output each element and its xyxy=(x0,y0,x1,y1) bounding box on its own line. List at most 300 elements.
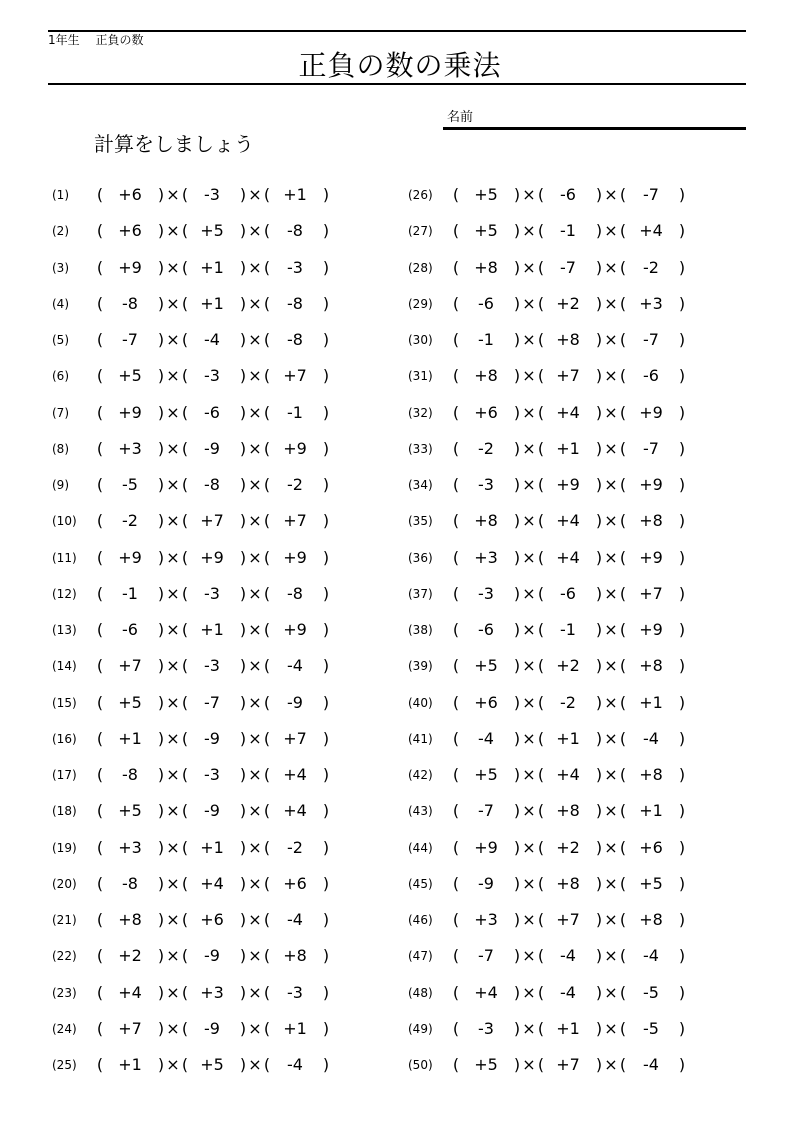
problem-row xyxy=(408,474,698,496)
close-paren: ) xyxy=(678,402,686,422)
open-paren: ( xyxy=(96,801,104,821)
term-1: -7 xyxy=(478,801,494,821)
problem-row xyxy=(52,692,342,714)
problem-number: (11) xyxy=(52,550,77,565)
term-1: -2 xyxy=(478,438,494,458)
open-paren: ( xyxy=(181,910,189,929)
grade-topic-label: 1年生 正負の数 xyxy=(48,33,144,47)
term-1: +8 xyxy=(474,257,498,277)
term-3: -3 xyxy=(287,257,303,277)
close-paren: ) xyxy=(239,873,247,893)
term-1: -7 xyxy=(122,330,138,349)
open-paren: ( xyxy=(537,257,545,277)
term-1: +1 xyxy=(118,1055,142,1074)
problem-row xyxy=(408,945,698,967)
term-1: +5 xyxy=(474,656,498,676)
term-2: -9 xyxy=(204,438,220,458)
close-paren: ) xyxy=(513,692,521,712)
term-1: -9 xyxy=(478,873,494,893)
open-paren: ( xyxy=(263,692,271,712)
close-paren: ) xyxy=(239,185,247,204)
term-2: -1 xyxy=(560,620,576,639)
close-paren: ) xyxy=(513,728,521,748)
times-sign: × xyxy=(166,873,180,893)
term-2: -3 xyxy=(204,656,220,676)
times-sign: × xyxy=(166,438,180,458)
term-2: -3 xyxy=(204,185,220,204)
problem-row xyxy=(52,1054,342,1076)
open-paren: ( xyxy=(537,438,545,458)
close-paren: ) xyxy=(322,511,330,531)
term-3: +4 xyxy=(639,221,663,241)
open-paren: ( xyxy=(96,1018,104,1038)
close-paren: ) xyxy=(322,583,330,603)
close-paren: ) xyxy=(678,910,686,929)
problem-number: (39) xyxy=(408,659,433,674)
close-paren: ) xyxy=(678,583,686,603)
times-sign: × xyxy=(604,547,618,567)
term-2: -7 xyxy=(204,692,220,712)
term-3: -1 xyxy=(287,402,303,422)
times-sign: × xyxy=(248,837,262,857)
name-field-line[interactable] xyxy=(443,127,746,130)
close-paren: ) xyxy=(595,837,603,857)
open-paren: ( xyxy=(619,946,627,966)
open-paren: ( xyxy=(452,801,460,821)
term-1: +5 xyxy=(474,1055,498,1074)
open-paren: ( xyxy=(181,620,189,639)
open-paren: ( xyxy=(96,185,104,204)
term-2: +3 xyxy=(200,982,224,1002)
problem-row xyxy=(408,800,698,822)
times-sign: × xyxy=(604,293,618,313)
open-paren: ( xyxy=(452,221,460,241)
close-paren: ) xyxy=(322,873,330,893)
term-2: -3 xyxy=(204,765,220,784)
times-sign: × xyxy=(248,438,262,458)
close-paren: ) xyxy=(239,946,247,966)
open-paren: ( xyxy=(452,982,460,1002)
close-paren: ) xyxy=(678,438,686,458)
term-1: -3 xyxy=(478,1018,494,1038)
problem-row xyxy=(408,982,698,1004)
term-2: +8 xyxy=(556,330,580,349)
problem-row xyxy=(52,184,342,206)
close-paren: ) xyxy=(157,402,165,422)
close-paren: ) xyxy=(239,801,247,821)
problem-row xyxy=(52,764,342,786)
open-paren: ( xyxy=(537,765,545,784)
close-paren: ) xyxy=(157,293,165,313)
close-paren: ) xyxy=(322,293,330,313)
open-paren: ( xyxy=(452,257,460,277)
open-paren: ( xyxy=(619,475,627,494)
problem-row xyxy=(408,764,698,786)
open-paren: ( xyxy=(619,547,627,567)
close-paren: ) xyxy=(322,837,330,857)
times-sign: × xyxy=(248,873,262,893)
close-paren: ) xyxy=(157,511,165,531)
close-paren: ) xyxy=(595,910,603,929)
problem-number: (18) xyxy=(52,804,77,819)
times-sign: × xyxy=(166,656,180,676)
problem-number: (21) xyxy=(52,913,77,927)
times-sign: × xyxy=(248,801,262,821)
problem-row xyxy=(52,547,342,569)
problem-number: (29) xyxy=(408,296,433,311)
close-paren: ) xyxy=(513,438,521,458)
close-paren: ) xyxy=(595,728,603,748)
open-paren: ( xyxy=(619,873,627,893)
close-paren: ) xyxy=(157,221,165,241)
close-paren: ) xyxy=(678,1055,686,1074)
open-paren: ( xyxy=(263,438,271,458)
close-paren: ) xyxy=(239,656,247,676)
close-paren: ) xyxy=(239,330,247,349)
problem-row xyxy=(52,655,342,677)
term-2: +7 xyxy=(200,511,224,531)
term-2: +1 xyxy=(200,620,224,639)
problem-number: (2) xyxy=(52,224,69,239)
open-paren: ( xyxy=(263,728,271,748)
close-paren: ) xyxy=(678,1018,686,1038)
problem-row xyxy=(52,329,342,351)
term-3: +9 xyxy=(639,620,663,639)
term-3: +4 xyxy=(283,801,307,821)
term-1: -1 xyxy=(122,583,138,603)
term-1: +4 xyxy=(118,982,142,1002)
term-2: -4 xyxy=(560,946,576,966)
name-label: 名前 xyxy=(447,110,474,125)
close-paren: ) xyxy=(239,910,247,929)
problem-row xyxy=(408,728,698,750)
term-2: +1 xyxy=(556,438,580,458)
term-2: +8 xyxy=(556,873,580,893)
open-paren: ( xyxy=(452,185,460,204)
open-paren: ( xyxy=(96,583,104,603)
problem-row xyxy=(52,800,342,822)
times-sign: × xyxy=(604,402,618,422)
times-sign: × xyxy=(248,185,262,204)
close-paren: ) xyxy=(322,946,330,966)
open-paren: ( xyxy=(452,728,460,748)
close-paren: ) xyxy=(239,620,247,639)
open-paren: ( xyxy=(181,330,189,349)
close-paren: ) xyxy=(513,583,521,603)
times-sign: × xyxy=(522,620,536,639)
term-3: +8 xyxy=(639,765,663,784)
term-3: +9 xyxy=(639,402,663,422)
close-paren: ) xyxy=(157,692,165,712)
close-paren: ) xyxy=(513,873,521,893)
open-paren: ( xyxy=(452,475,460,494)
term-1: -8 xyxy=(122,873,138,893)
open-paren: ( xyxy=(537,692,545,712)
term-2: -4 xyxy=(560,982,576,1002)
problem-number: (43) xyxy=(408,804,433,819)
close-paren: ) xyxy=(239,692,247,712)
close-paren: ) xyxy=(157,1018,165,1038)
term-1: -3 xyxy=(478,583,494,603)
close-paren: ) xyxy=(157,185,165,204)
open-paren: ( xyxy=(263,1055,271,1074)
close-paren: ) xyxy=(595,765,603,784)
close-paren: ) xyxy=(595,511,603,531)
open-paren: ( xyxy=(96,366,104,386)
close-paren: ) xyxy=(678,293,686,313)
close-paren: ) xyxy=(322,982,330,1002)
open-paren: ( xyxy=(181,547,189,567)
problem-row xyxy=(52,257,342,279)
open-paren: ( xyxy=(452,547,460,567)
open-paren: ( xyxy=(181,185,189,204)
term-1: -6 xyxy=(122,620,138,639)
problem-number: (31) xyxy=(408,369,433,384)
close-paren: ) xyxy=(513,765,521,784)
open-paren: ( xyxy=(619,837,627,857)
open-paren: ( xyxy=(181,402,189,422)
term-2: -1 xyxy=(560,221,576,241)
problem-number: (15) xyxy=(52,695,77,710)
top-rule xyxy=(48,30,746,32)
term-2: -9 xyxy=(204,1018,220,1038)
open-paren: ( xyxy=(96,728,104,748)
term-3: +9 xyxy=(639,547,663,567)
term-3: +4 xyxy=(283,765,307,784)
close-paren: ) xyxy=(513,511,521,531)
term-3: -4 xyxy=(287,910,303,929)
open-paren: ( xyxy=(181,946,189,966)
term-1: +7 xyxy=(118,1018,142,1038)
times-sign: × xyxy=(522,221,536,241)
open-paren: ( xyxy=(96,910,104,929)
problem-number: (9) xyxy=(52,478,69,492)
open-paren: ( xyxy=(452,692,460,712)
times-sign: × xyxy=(166,185,180,204)
open-paren: ( xyxy=(181,293,189,313)
open-paren: ( xyxy=(619,656,627,676)
close-paren: ) xyxy=(239,438,247,458)
term-1: +6 xyxy=(474,692,498,712)
close-paren: ) xyxy=(678,946,686,966)
open-paren: ( xyxy=(619,801,627,821)
close-paren: ) xyxy=(322,185,330,204)
term-3: +7 xyxy=(283,728,307,748)
times-sign: × xyxy=(604,946,618,966)
term-2: +5 xyxy=(200,221,224,241)
close-paren: ) xyxy=(513,1018,521,1038)
close-paren: ) xyxy=(513,293,521,313)
close-paren: ) xyxy=(678,982,686,1002)
close-paren: ) xyxy=(239,475,247,494)
term-3: -5 xyxy=(643,1018,659,1038)
close-paren: ) xyxy=(322,728,330,748)
close-paren: ) xyxy=(322,910,330,929)
times-sign: × xyxy=(522,511,536,531)
problem-number: (46) xyxy=(408,913,433,927)
open-paren: ( xyxy=(537,547,545,567)
problem-number: (10) xyxy=(52,514,77,529)
close-paren: ) xyxy=(595,692,603,712)
term-1: +6 xyxy=(118,221,142,241)
problem-number: (16) xyxy=(52,731,77,746)
problem-row xyxy=(52,583,342,605)
open-paren: ( xyxy=(537,728,545,748)
close-paren: ) xyxy=(513,910,521,929)
term-2: -6 xyxy=(204,402,220,422)
close-paren: ) xyxy=(595,982,603,1002)
times-sign: × xyxy=(248,946,262,966)
term-2: -9 xyxy=(204,801,220,821)
term-1: -6 xyxy=(478,620,494,639)
close-paren: ) xyxy=(322,475,330,494)
open-paren: ( xyxy=(263,982,271,1002)
close-paren: ) xyxy=(157,1055,165,1074)
close-paren: ) xyxy=(513,475,521,494)
open-paren: ( xyxy=(537,366,545,386)
problem-number: (12) xyxy=(52,586,77,601)
times-sign: × xyxy=(522,547,536,567)
open-paren: ( xyxy=(263,402,271,422)
problem-row xyxy=(52,438,342,460)
times-sign: × xyxy=(166,547,180,567)
times-sign: × xyxy=(522,873,536,893)
open-paren: ( xyxy=(181,257,189,277)
open-paren: ( xyxy=(619,982,627,1002)
open-paren: ( xyxy=(96,765,104,784)
open-paren: ( xyxy=(96,547,104,567)
open-paren: ( xyxy=(181,511,189,531)
open-paren: ( xyxy=(263,837,271,857)
open-paren: ( xyxy=(452,1018,460,1038)
close-paren: ) xyxy=(678,765,686,784)
problem-number: (37) xyxy=(408,586,433,601)
times-sign: × xyxy=(166,1055,180,1074)
open-paren: ( xyxy=(619,221,627,241)
open-paren: ( xyxy=(452,765,460,784)
close-paren: ) xyxy=(513,366,521,386)
times-sign: × xyxy=(604,366,618,386)
term-1: -3 xyxy=(478,475,494,494)
problem-row xyxy=(52,474,342,496)
open-paren: ( xyxy=(619,728,627,748)
times-sign: × xyxy=(248,1055,262,1074)
open-paren: ( xyxy=(537,1018,545,1038)
term-2: +4 xyxy=(556,765,580,784)
term-2: -3 xyxy=(204,583,220,603)
close-paren: ) xyxy=(239,765,247,784)
problem-row xyxy=(52,220,342,242)
term-1: +5 xyxy=(118,366,142,386)
times-sign: × xyxy=(604,656,618,676)
close-paren: ) xyxy=(678,728,686,748)
close-paren: ) xyxy=(595,330,603,349)
open-paren: ( xyxy=(263,656,271,676)
close-paren: ) xyxy=(322,620,330,639)
term-3: +1 xyxy=(283,1018,307,1038)
term-3: -4 xyxy=(287,1055,303,1074)
problem-row xyxy=(408,837,698,859)
open-paren: ( xyxy=(181,438,189,458)
term-1: +5 xyxy=(118,801,142,821)
times-sign: × xyxy=(166,221,180,241)
term-1: +5 xyxy=(118,692,142,712)
term-1: -1 xyxy=(478,330,494,349)
problem-number: (33) xyxy=(408,441,433,456)
term-1: +2 xyxy=(118,946,142,966)
problem-number: (48) xyxy=(408,985,433,1000)
close-paren: ) xyxy=(157,583,165,603)
times-sign: × xyxy=(166,402,180,422)
term-3: +6 xyxy=(283,873,307,893)
times-sign: × xyxy=(166,765,180,784)
close-paren: ) xyxy=(157,547,165,567)
open-paren: ( xyxy=(96,620,104,639)
term-2: +4 xyxy=(556,547,580,567)
close-paren: ) xyxy=(239,511,247,531)
open-paren: ( xyxy=(96,293,104,313)
open-paren: ( xyxy=(619,1055,627,1074)
times-sign: × xyxy=(248,583,262,603)
times-sign: × xyxy=(604,765,618,784)
problem-row xyxy=(408,293,698,315)
page-title: 正負の数の乗法 xyxy=(298,49,502,82)
term-2: -6 xyxy=(560,583,576,603)
open-paren: ( xyxy=(96,1055,104,1074)
close-paren: ) xyxy=(678,692,686,712)
open-paren: ( xyxy=(537,837,545,857)
term-3: +8 xyxy=(639,656,663,676)
close-paren: ) xyxy=(322,692,330,712)
problem-row xyxy=(408,510,698,532)
times-sign: × xyxy=(248,475,262,494)
times-sign: × xyxy=(166,728,180,748)
close-paren: ) xyxy=(513,402,521,422)
term-3: -7 xyxy=(643,330,659,349)
problem-number: (4) xyxy=(52,296,69,311)
open-paren: ( xyxy=(619,330,627,349)
problem-number: (45) xyxy=(408,876,433,891)
term-2: +7 xyxy=(556,366,580,386)
open-paren: ( xyxy=(181,728,189,748)
times-sign: × xyxy=(248,620,262,639)
term-1: +1 xyxy=(118,728,142,748)
close-paren: ) xyxy=(322,765,330,784)
term-3: +9 xyxy=(639,475,663,494)
open-paren: ( xyxy=(181,1018,189,1038)
problem-row xyxy=(52,945,342,967)
term-3: -8 xyxy=(287,330,303,349)
close-paren: ) xyxy=(678,221,686,241)
problem-number: (32) xyxy=(408,405,433,420)
term-3: +9 xyxy=(283,547,307,567)
close-paren: ) xyxy=(157,801,165,821)
close-paren: ) xyxy=(595,873,603,893)
open-paren: ( xyxy=(537,185,545,204)
open-paren: ( xyxy=(96,837,104,857)
term-2: +9 xyxy=(556,475,580,494)
problem-row xyxy=(408,184,698,206)
open-paren: ( xyxy=(181,221,189,241)
problem-number: (5) xyxy=(52,333,69,347)
close-paren: ) xyxy=(678,257,686,277)
close-paren: ) xyxy=(513,656,521,676)
open-paren: ( xyxy=(619,257,627,277)
problem-number: (20) xyxy=(52,876,77,891)
times-sign: × xyxy=(166,801,180,821)
problem-row xyxy=(52,982,342,1004)
term-3: +1 xyxy=(639,801,663,821)
